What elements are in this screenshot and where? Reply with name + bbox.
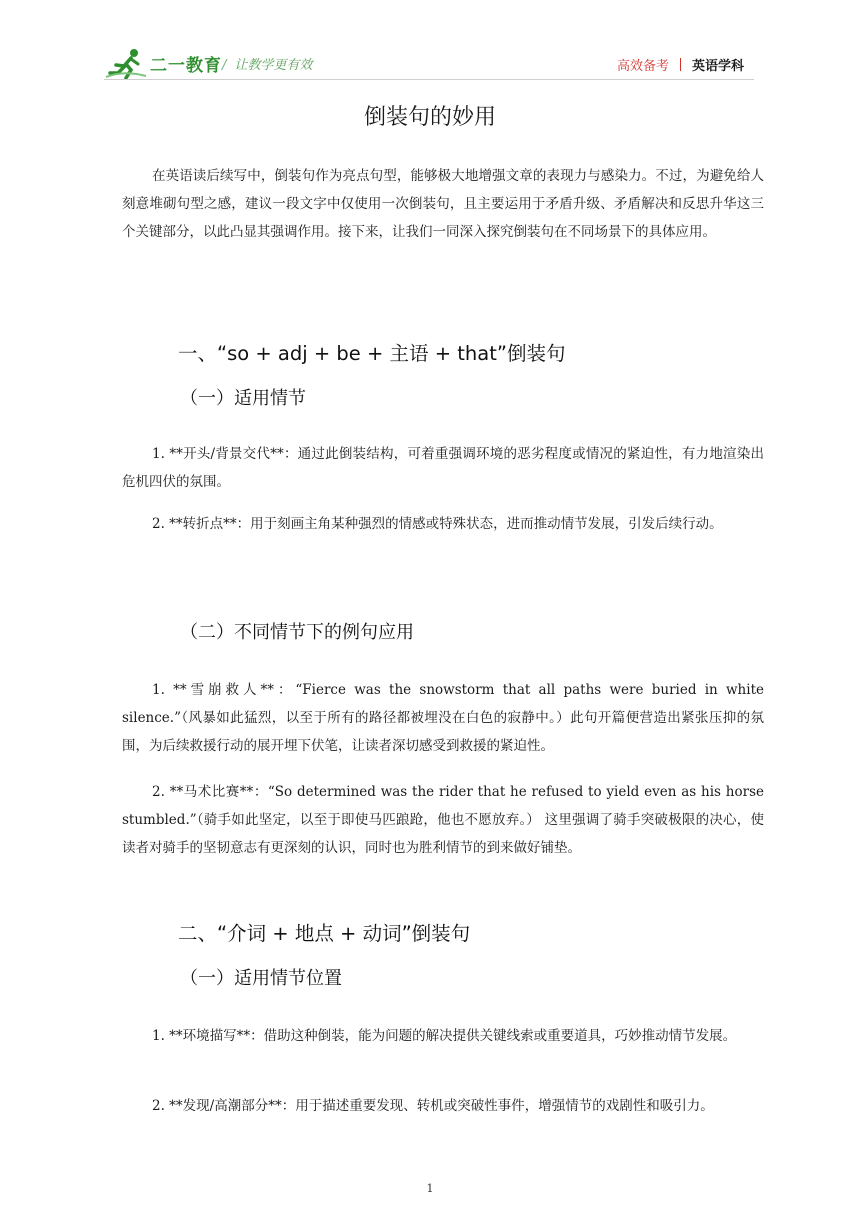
document-title: 倒装句的妙用 xyxy=(363,105,496,130)
slogan xyxy=(222,54,312,73)
header-tags xyxy=(617,55,744,74)
exam-tag: 高效备考 xyxy=(616,59,669,74)
section2-item-2: 2. **发现/高潮部分**：用于描述重要发现、转机或突破性事件，增强情节的戏剧性和吸引力。 xyxy=(152,1098,714,1114)
section1-heading: 一、“so + adj + be + 主语 + that”倒装句 xyxy=(178,342,566,365)
header-divider xyxy=(680,58,681,71)
header-rule xyxy=(104,79,754,80)
section1-sub1-heading: （一）适用情节 xyxy=(180,388,306,409)
intro-paragraph: 在英语读后续写中，倒装句作为亮点句型，能够极大地增强文章的表现力与感染力。不过，为避免给人刻意堆砌句型之感，建议一段文字中仅使用一次倒装句，且主要运用于矛盾升级、矛盾解决和反思升华这三个关键部分，以此凸显其强调作用。接下来，让我们一同深入探究倒装句在不同场景下的具体应用。 xyxy=(122,168,764,240)
section2-heading: 二、“介词 + 地点 + 动词”倒装句 xyxy=(178,922,471,945)
subject-tag: 英语学科 xyxy=(691,59,744,74)
slogan-slash: / xyxy=(222,58,227,73)
section1-sub2-heading: （二）不同情节下的例句应用 xyxy=(180,622,414,643)
slogan-text: 让教学更有效 xyxy=(234,58,313,73)
section1-item-1: 1. **开头/背景交代**：通过此倒装结构，可着重强调环境的恶劣程度或情况的紧迫性，有力地渲染出危机四伏的氛围。 xyxy=(122,446,764,490)
section2-sub1-heading: （一）适用情节位置 xyxy=(180,968,342,989)
logo xyxy=(104,46,222,80)
running-figure-icon xyxy=(104,46,148,80)
page-header xyxy=(0,0,860,90)
section1-example-2: 2. **马术比赛**：“So determined was the rider that he refused to yield even as his horse stumbled.”（骑手如此坚定，以至于即使马匹踉跄，他也不愿放弃。） 这里强调了骑手突破极限的决心，使读者对骑手的坚韧意志有更深刻的认识，同时也为胜利情节的到来做好铺垫。 xyxy=(122,784,764,856)
section2-item-1: 1. **环境描写**：借助这种倒装，能为问题的解决提供关键线索或重要道具，巧妙推动情节发展。 xyxy=(152,1028,737,1044)
page-number: 1 xyxy=(426,1182,434,1195)
section1-example-1: 1. **雪崩救人**：“Fierce was the snowstorm that all paths were buried in white silence.”（风暴如此猛烈，以至于所有的路径都被埋没在白色的寂静中。）此句开篇便营造出紧张压抑的氛围，为后续救援行动的展开埋下伏笔，让读者深切感受到救援的紧迫性。 xyxy=(122,682,764,754)
logo-text: 二一教育 xyxy=(150,55,222,76)
section1-item-2: 2. **转折点**：用于刻画主角某种强烈的情感或特殊状态，进而推动情节发展，引发后续行动。 xyxy=(152,516,723,532)
